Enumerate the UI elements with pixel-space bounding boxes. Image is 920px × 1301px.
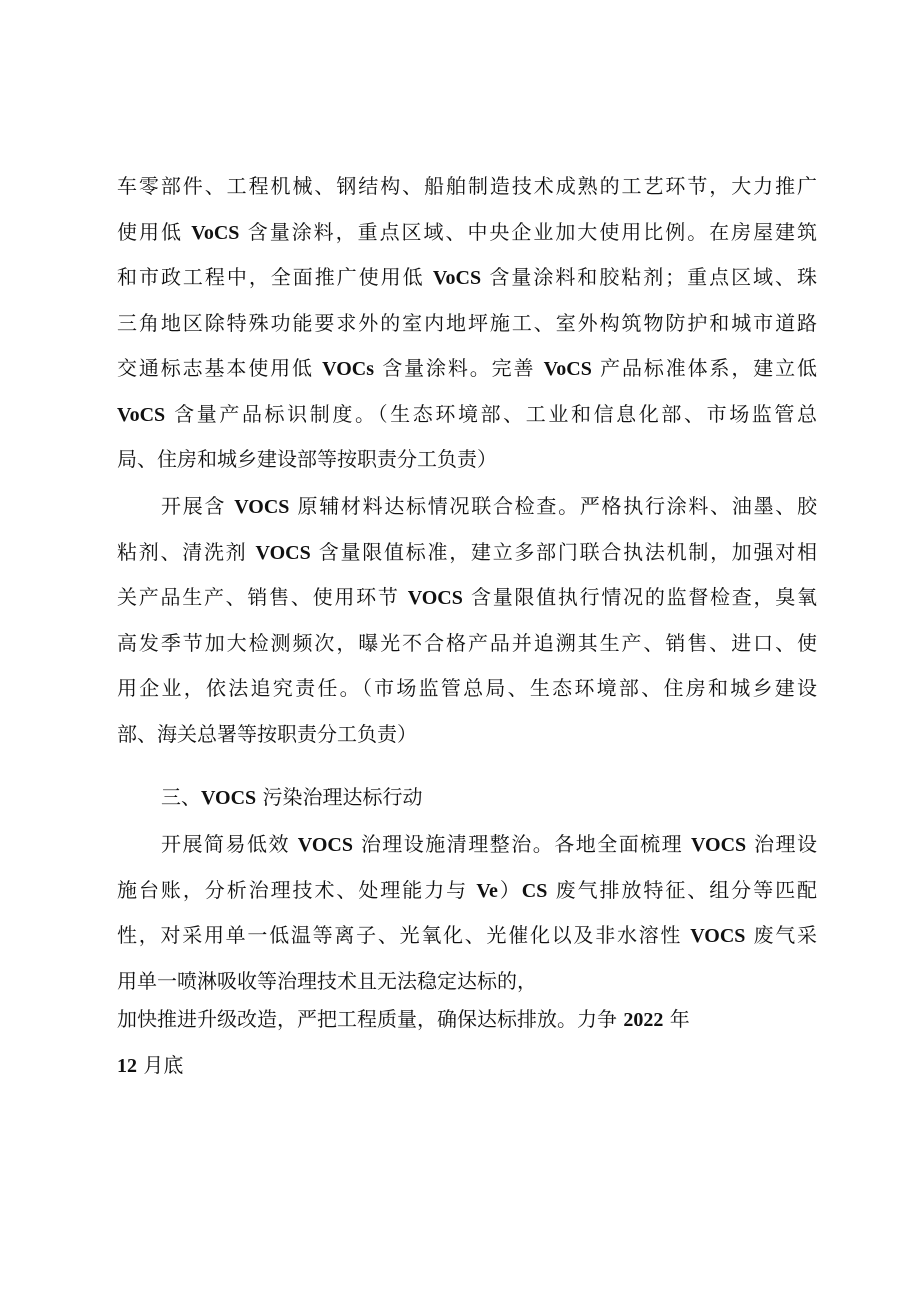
text-line: 用单一喷淋吸收等治理技术且无法稳定达标的， — [117, 968, 537, 993]
latin-term: VoCS — [117, 403, 166, 426]
text-line: 粘剂、清洗剂 VOCS 含量限值标准，建立多部门联合执法机制，加强对相 — [117, 539, 818, 564]
latin-term: VoCS — [543, 358, 592, 380]
latin-term: VOCS — [255, 541, 311, 564]
text-line: 三角地区除特殊功能要求外的室内地坪施工、室外构筑物防护和城市道路 — [117, 310, 817, 335]
latin-term: VOCS — [691, 834, 747, 856]
text-line: 关产品生产、销售、使用环节 VOCS 含量限值执行情况的监督检查，臭氧 — [117, 585, 818, 609]
section-heading — [117, 775, 817, 821]
text-line: 性，对采用单一低温等离子、光氧化、光催化以及非水溶性 VOCS 废气采 — [117, 923, 818, 947]
paragraph-treatment-facilities — [117, 822, 817, 1004]
latin-term: VOCS — [407, 587, 463, 609]
text-line: 高发季节加大检测频次，曝光不合格产品并追溯其生产、销售、进口、使 — [117, 630, 817, 655]
text-line: 和市政工程中，全面推广使用低 VoCS 含量涂料和胶粘剂；重点区域、珠 — [117, 265, 817, 289]
latin-term: VOCS — [690, 925, 746, 947]
text-line: 用企业，依法追究责任。（市场监管总局、生态环境部、住房和城乡建设 — [117, 676, 817, 700]
paragraph-deadline — [117, 1043, 817, 1089]
latin-term: VOCS — [201, 787, 257, 809]
text-line: 开展含 VOCS 原辅材料达标情况联合检查。严格执行涂料、油墨、胶 — [161, 494, 817, 518]
text-line: 12 月底 — [117, 1053, 184, 1077]
text-line: 交通标志基本使用低 VOCs 含量涂料。完善 VoCS 产品标准体系，建立低 — [117, 356, 818, 380]
text-line: 车零部件、工程机械、钢结构、船舶制造技术成熟的工艺环节，大力推广 — [117, 174, 817, 198]
paragraph-low-vocs-coatings — [117, 164, 817, 483]
text-line: 局、住房和城乡建设部等按职责分工负责） — [117, 447, 497, 471]
text-line: VoCS 含量产品标识制度。（生态环境部、工业和信息化部、市场监管总 — [117, 401, 817, 426]
latin-term: VOCS — [297, 834, 353, 856]
latin-term: Ve — [476, 879, 498, 902]
latin-term: VOCS — [234, 496, 290, 518]
text-line: 使用低 VoCS 含量涂料，重点区域、中央企业加大使用比例。在房屋建筑 — [117, 219, 818, 244]
text-line: 开展简易低效 VOCS 治理设施清理整治。各地全面梳理 VOCS 治理设 — [161, 832, 818, 856]
latin-term: VOCs — [322, 358, 374, 380]
paragraph-joint-inspection — [117, 484, 817, 757]
latin-term: VoCS — [432, 267, 482, 289]
text-line: 部、海关总署等按职责分工负责） — [117, 721, 417, 746]
text-line: 加快推进升级改造，严把工程质量，确保达标排放。力争 2022 年 — [117, 1007, 690, 1031]
latin-term: VoCS — [191, 221, 240, 244]
latin-term: 2022 — [623, 1009, 664, 1031]
latin-term: CS — [521, 879, 548, 902]
text-line: 施台账，分析治理技术、处理能力与 Ve）CS 废气排放特征、组分等匹配 — [117, 877, 818, 902]
latin-term: 12 — [117, 1055, 137, 1077]
section-heading-text: 三、VOCS 污染治理达标行动 — [161, 785, 423, 809]
paragraph-upgrade — [117, 997, 817, 1043]
